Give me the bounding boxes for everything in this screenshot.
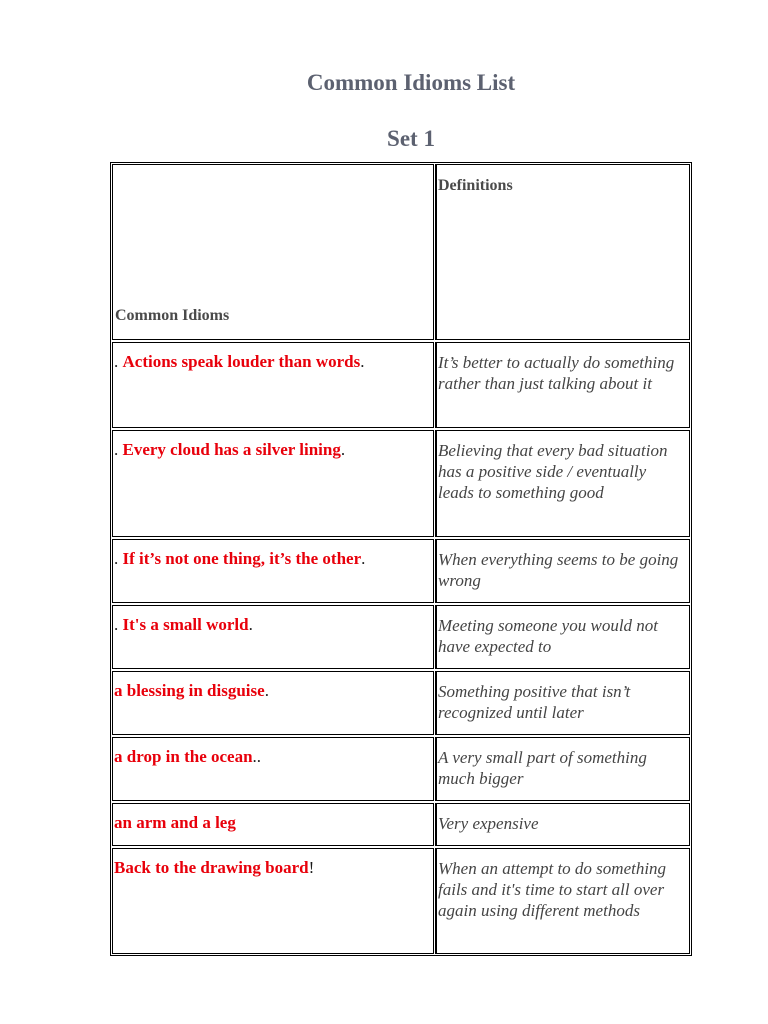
table-row bbox=[112, 342, 690, 428]
table-row bbox=[112, 737, 690, 801]
definition-cell: Very expensive bbox=[435, 803, 690, 846]
set-heading: Set 1 bbox=[387, 126, 435, 151]
idiom-cell: . Every cloud has a silver lining. bbox=[112, 430, 434, 537]
idiom-cell: . If it’s not one thing, it’s the other. bbox=[112, 539, 434, 603]
idioms-table bbox=[110, 162, 692, 956]
idiom-text: an arm and a leg bbox=[114, 813, 236, 832]
idiom-cell: Back to the drawing board! bbox=[112, 848, 434, 954]
definition-cell: When everything seems to be going wrong bbox=[435, 539, 690, 603]
table-row bbox=[112, 430, 690, 537]
idiom-text: Every cloud has a silver lining bbox=[122, 440, 341, 459]
idiom-cell: . Actions speak louder than words. bbox=[112, 342, 434, 428]
definition-cell: Meeting someone you would not have expected to bbox=[435, 605, 690, 669]
idiom-text: Back to the drawing board bbox=[114, 858, 309, 877]
idiom-cell: a blessing in disguise. bbox=[112, 671, 434, 735]
definition-cell: Believing that every bad situation has a positive side / eventually leads to something good bbox=[435, 430, 690, 537]
definition-cell: It’s better to actually do something rather than just talking about it bbox=[435, 342, 690, 428]
table-header-row bbox=[112, 164, 690, 340]
definition-cell: Something positive that isn’t recognized until later bbox=[435, 671, 690, 735]
idiom-text: a blessing in disguise bbox=[114, 681, 265, 700]
table-row bbox=[112, 671, 690, 735]
table-row bbox=[112, 848, 690, 954]
idiom-cell: . It's a small world. bbox=[112, 605, 434, 669]
table-row bbox=[112, 539, 690, 603]
definition-cell: A very small part of something much bigger bbox=[435, 737, 690, 801]
document-title: Common Idioms List bbox=[306, 70, 516, 95]
idiom-text: a drop in the ocean bbox=[114, 747, 253, 766]
idiom-text: It's a small world bbox=[122, 615, 249, 634]
header-definitions: Definitions bbox=[435, 164, 690, 340]
idiom-text: Actions speak louder than words bbox=[122, 352, 361, 371]
header-common-idioms: Common Idioms bbox=[112, 164, 434, 340]
idiom-text: If it’s not one thing, it’s the other bbox=[122, 549, 362, 568]
table-row bbox=[112, 803, 690, 846]
table-row bbox=[112, 605, 690, 669]
definition-cell: When an attempt to do something fails and it's time to start all over again using different methods bbox=[435, 848, 690, 954]
idiom-cell bbox=[112, 803, 434, 846]
idiom-cell: a drop in the ocean.. bbox=[112, 737, 434, 801]
